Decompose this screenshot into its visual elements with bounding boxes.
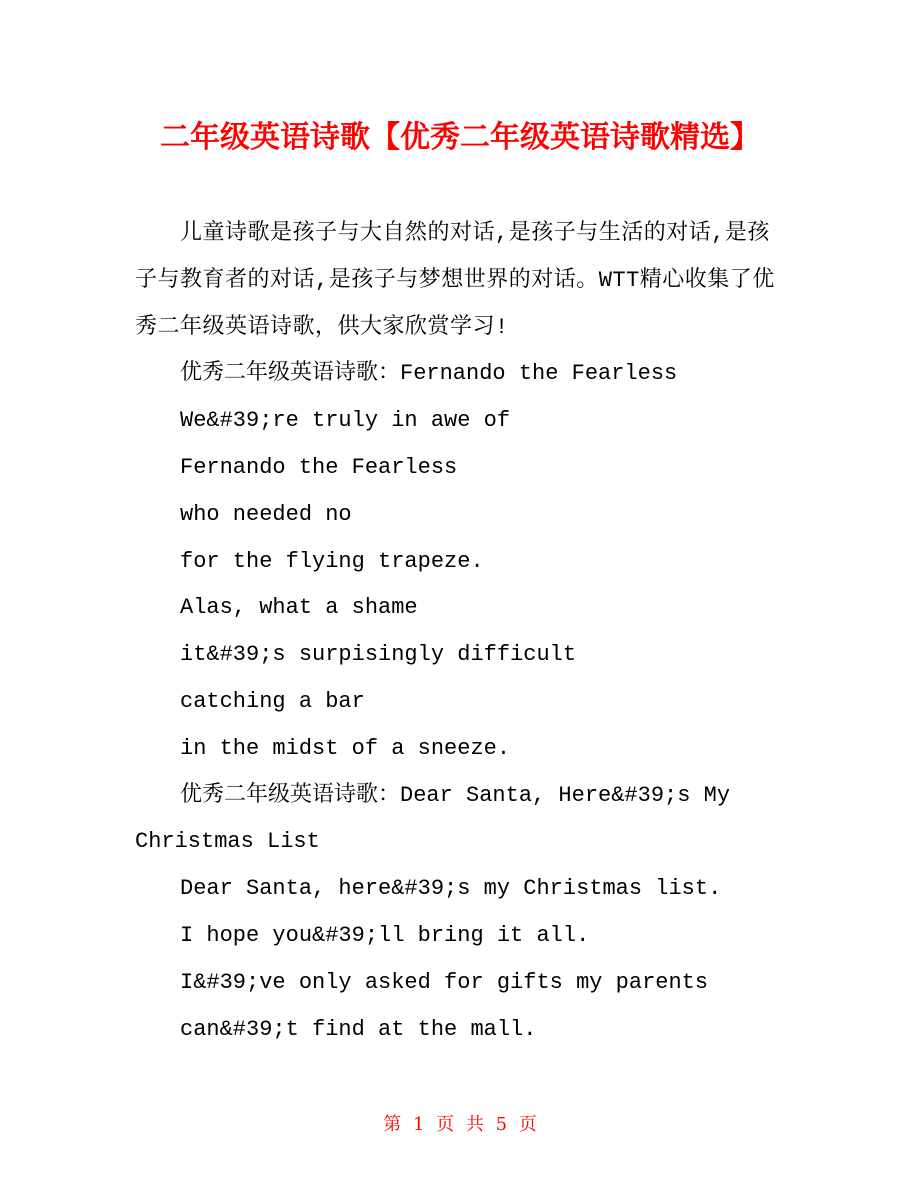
poem2-line: I hope you&#39;ll bring it all. xyxy=(180,922,590,948)
page-title: 二年级英语诗歌【优秀二年级英语诗歌精选】 xyxy=(160,120,760,155)
poem1-line: in the midst of a sneeze. xyxy=(180,735,511,761)
poem2-line: Dear Santa, here&#39;s my Christmas list. xyxy=(180,876,722,902)
poem1-line: Fernando the Fearless xyxy=(180,454,458,480)
poem1-line: Alas, what a shame xyxy=(180,595,418,621)
page-footer: 第 1 页 共 5 页 xyxy=(383,1114,537,1135)
poem1-line: it&#39;s surpisingly difficult xyxy=(180,642,577,668)
poem2-heading: 优秀二年级英语诗歌：Dear Santa, Here&#39;s My Christmas List xyxy=(135,782,731,855)
poem1-line: catching a bar xyxy=(180,688,365,714)
poem2-line: can&#39;t find at the mall. xyxy=(180,1016,537,1042)
poem1-line: for the flying trapeze. xyxy=(180,548,484,574)
poem2-line: I&#39;ve only asked for gifts my parents xyxy=(180,969,709,995)
intro-paragraph: 儿童诗歌是孩子与大自然的对话,是孩子与生活的对话,是孩子与教育者的对话,是孩子与梦想世界的对话。WTT精心收集了优秀二年级英语诗歌，供大家欣赏学习! xyxy=(135,221,775,340)
poem1-line: who needed no xyxy=(180,501,352,527)
document-body xyxy=(135,211,790,1053)
poem1-heading: 优秀二年级英语诗歌：Fernando the Fearless xyxy=(180,361,678,387)
poem1-line: We&#39;re truly in awe of xyxy=(180,408,511,434)
